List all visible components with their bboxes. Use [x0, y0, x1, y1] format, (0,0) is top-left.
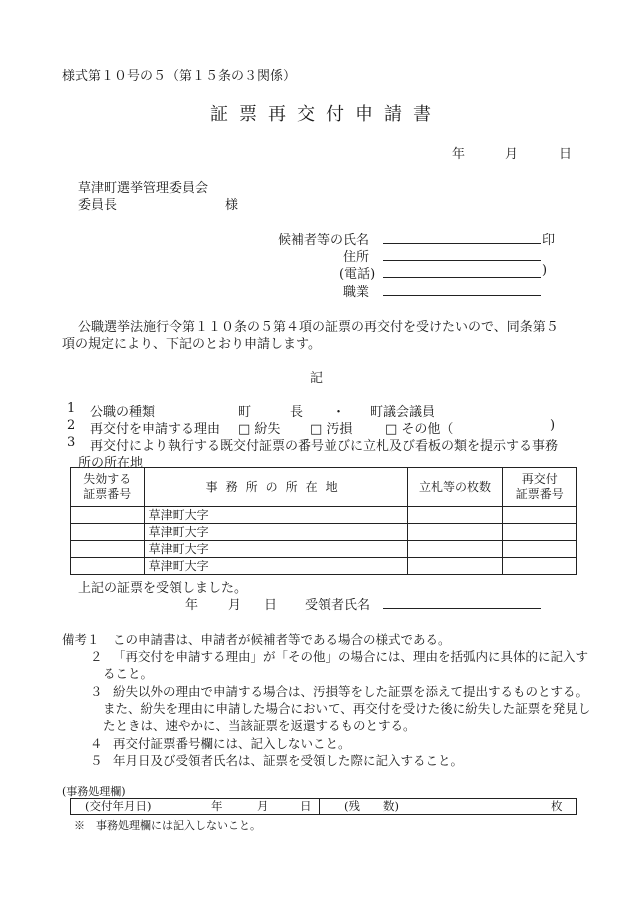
page-title: 証票再交付申請書	[210, 104, 442, 125]
office-processing-box	[70, 798, 577, 815]
location-cell[interactable]: 草津町大字	[144, 558, 407, 575]
col-sign-count: 立札等の枚数	[407, 468, 503, 507]
receiver-name-field[interactable]	[383, 608, 541, 609]
issue-day-label: 日	[300, 799, 312, 813]
applicant-job-label: 職業	[343, 285, 370, 300]
item1-head: 長	[290, 405, 304, 420]
item3-line1: 再交付により執行する既交付証票の番号並びに立札及び看板の類を提示する事務	[90, 439, 559, 454]
item3-number: 3	[67, 435, 76, 450]
table-row	[71, 558, 577, 575]
sign-count-cell[interactable]	[407, 524, 503, 541]
note1-text: この申請書は、申請者が候補者等である場合の様式である。	[113, 632, 451, 647]
sign-count-cell[interactable]	[407, 507, 503, 524]
addressee-committee: 草津町選挙管理委員会	[78, 181, 209, 196]
expired-number-cell[interactable]	[71, 507, 145, 524]
office-table	[70, 467, 577, 575]
ki-heading: 記	[310, 371, 324, 386]
note1-heading: 備考１	[62, 632, 100, 647]
note4-text: 再交付証票番号欄には、記入しないこと。	[113, 736, 351, 751]
note3-line2: また、紛失を理由に申請した場合において、再交付を受けた後に紛失した証票を発見し	[103, 701, 591, 716]
applicant-address-field[interactable]	[383, 260, 541, 261]
receipt-month-label: 月	[228, 598, 242, 613]
reissue-number-cell[interactable]	[503, 541, 577, 558]
note2-number: ２	[90, 649, 103, 664]
expired-number-cell[interactable]	[71, 524, 145, 541]
issue-date-label: (交付年月日)	[85, 799, 152, 813]
sign-count-cell[interactable]	[407, 558, 503, 575]
issue-month-label: 月	[257, 799, 269, 813]
col-office-location: 事務所の所在地	[144, 468, 407, 507]
reason-other-close-paren: )	[550, 418, 556, 433]
applicant-job-field[interactable]	[383, 295, 541, 296]
sign-count-cell[interactable]	[407, 541, 503, 558]
table-row	[71, 524, 577, 541]
note4-number: ４	[90, 736, 103, 751]
reissue-number-cell[interactable]	[503, 558, 577, 575]
note2-line2: ること。	[103, 666, 154, 681]
item2-number: 2	[67, 418, 76, 433]
expired-number-cell[interactable]	[71, 558, 145, 575]
addressee-honorific: 様	[225, 198, 239, 213]
date-year-label: 年	[452, 147, 466, 162]
table-header-row	[71, 468, 577, 507]
applicant-name-label: 候補者等の氏名	[278, 233, 370, 248]
note3-line3: たときは、速やかに、当該証票を返還するものとする。	[103, 718, 416, 733]
note5-number: ５	[90, 753, 103, 768]
location-cell[interactable]: 草津町大字	[144, 541, 407, 558]
col-reissue-number: 再交付 証票番号	[503, 468, 577, 507]
note5-text: 年月日及び受領者氏名は、証票を受領した際に記入すること。	[113, 753, 464, 768]
count-unit-label: 枚	[551, 799, 563, 813]
note3-number: ３	[90, 684, 103, 699]
item1-town: 町	[238, 405, 252, 420]
receiver-name-label: 受領者氏名	[305, 598, 371, 613]
item3-line2: 所の所在地	[78, 456, 144, 471]
item1-label: 公職の種類	[90, 405, 156, 420]
item1-separator: ・	[332, 405, 346, 420]
phone-close-paren: )	[542, 263, 548, 278]
applicant-name-field[interactable]	[383, 243, 541, 244]
body-text-line1: 公職選挙法施行令第１１０条の５第４項の証票の再交付を受けたいので、同条第５	[78, 320, 559, 335]
location-cell[interactable]: 草津町大字	[144, 524, 407, 541]
receipt-statement: 上記の証票を受領しました。	[78, 581, 248, 596]
box-divider	[319, 798, 320, 815]
office-section-label: (事務処理欄)	[62, 785, 126, 798]
item1-number: 1	[67, 401, 76, 416]
receipt-year-label: 年	[185, 598, 199, 613]
reissue-number-cell[interactable]	[503, 507, 577, 524]
applicant-phone-field[interactable]	[383, 277, 541, 278]
item1-council: 町議会議員	[370, 405, 436, 420]
form-number: 様式第１０号の５（第１５条の３関係）	[62, 69, 297, 84]
reason-other-checkbox[interactable]: □ その他（	[385, 422, 454, 437]
reason-lost-checkbox[interactable]: □ 紛失	[238, 422, 281, 437]
body-text-line2: 項の規定により、下記のとおり申請します。	[62, 337, 321, 352]
reason-damaged-checkbox[interactable]: □ 汚損	[310, 422, 353, 437]
date-day-label: 日	[559, 147, 573, 162]
applicant-address-label: 住所	[343, 250, 370, 265]
note3-line1: 紛失以外の理由で申請する場合は、汚損等をした証票を添えて提出するものとする。	[113, 684, 589, 699]
note2-line1: 「再交付を申請する理由」が「その他」の場合には、理由を括弧内に具体的に記入す	[113, 649, 589, 664]
issue-year-label: 年	[211, 799, 223, 813]
table-row	[71, 507, 577, 524]
seal-mark: 印	[542, 233, 556, 248]
date-month-label: 月	[505, 147, 519, 162]
col-expired-number: 失効する 証票番号	[71, 468, 145, 507]
office-section-note: ※ 事務処理欄には記入しないこと。	[74, 819, 261, 832]
location-cell[interactable]: 草津町大字	[144, 507, 407, 524]
item2-label: 再交付を申請する理由	[90, 422, 221, 437]
table-row	[71, 541, 577, 558]
receipt-day-label: 日	[264, 598, 278, 613]
reissue-number-cell[interactable]	[503, 524, 577, 541]
applicant-phone-label: (電話)	[339, 267, 376, 282]
remaining-count-label: (残 数)	[344, 799, 399, 813]
addressee-chair: 委員長	[78, 198, 118, 213]
expired-number-cell[interactable]	[71, 541, 145, 558]
